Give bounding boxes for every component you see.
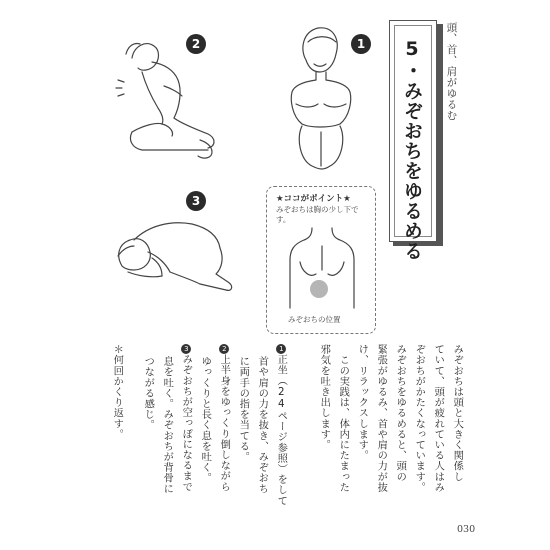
illustration-step-1: [272, 20, 368, 175]
step-badge-3: 3: [186, 191, 206, 211]
body-col-7: この実践は、体内にたまった: [337, 344, 350, 493]
step-col-5: ゆっくりと長く息を吐く。: [199, 356, 212, 484]
step-3-text: みぞおちが空っぽになるまで: [180, 354, 193, 492]
step-1-text: 正坐（24ページ参照）をして: [275, 354, 288, 506]
step-col-1: [276, 344, 286, 506]
step-col-7: 息を吐く。みぞおちが背骨に: [161, 356, 174, 494]
step-num-2: 2: [220, 344, 229, 354]
step-col-6: [181, 344, 191, 492]
illustration-step-3: [108, 206, 240, 298]
body-col-6: け、リラックスします。: [356, 344, 369, 461]
body-col-5: 緊張がゆるみ、首や肩の力が抜: [375, 344, 388, 493]
body-col-3: ぞおちがかたくなっています。: [413, 344, 426, 493]
section-label: 頭、首、肩がゆるむ: [445, 22, 458, 121]
step-col-8: つながる感じ。: [142, 356, 155, 431]
torso-diagram: [282, 226, 362, 312]
body-col-1: みぞおちは頭と大きく関係し: [451, 344, 464, 482]
body-col-2: ていて、頭が疲れている人はみ: [432, 344, 445, 493]
point-text: みぞおちは胸の少し下です。: [276, 205, 359, 224]
point-title: ★ココがポイント★: [276, 194, 351, 204]
body-col-8: 邪気を吐き出します。: [318, 344, 331, 450]
step-num-3: 3: [182, 344, 191, 354]
body-col-4: みぞおちをゆるめると、頭の: [394, 344, 407, 482]
repeat-note: ＊何回かくり返す。: [111, 344, 124, 440]
solar-plexus-marker: [310, 280, 328, 298]
point-caption: みぞおちの位置: [288, 315, 341, 324]
title-box-shadow: [437, 24, 443, 246]
page-number: 030: [457, 524, 476, 535]
step-badge-2: 2: [186, 34, 206, 54]
illustration-step-2: [112, 36, 224, 170]
step-col-2: 首や肩の力を抜き、みぞおち: [256, 356, 269, 494]
step-2-text: 上半身をゆっくり倒しながら: [218, 354, 231, 492]
step-col-3: に両手の指を当てる。: [237, 356, 250, 462]
step-num-1: 1: [277, 344, 286, 354]
step-col-4: [219, 344, 229, 492]
step-badge-1: 1: [351, 34, 371, 54]
page-title: 5・みぞおちをゆるめる: [401, 38, 423, 261]
